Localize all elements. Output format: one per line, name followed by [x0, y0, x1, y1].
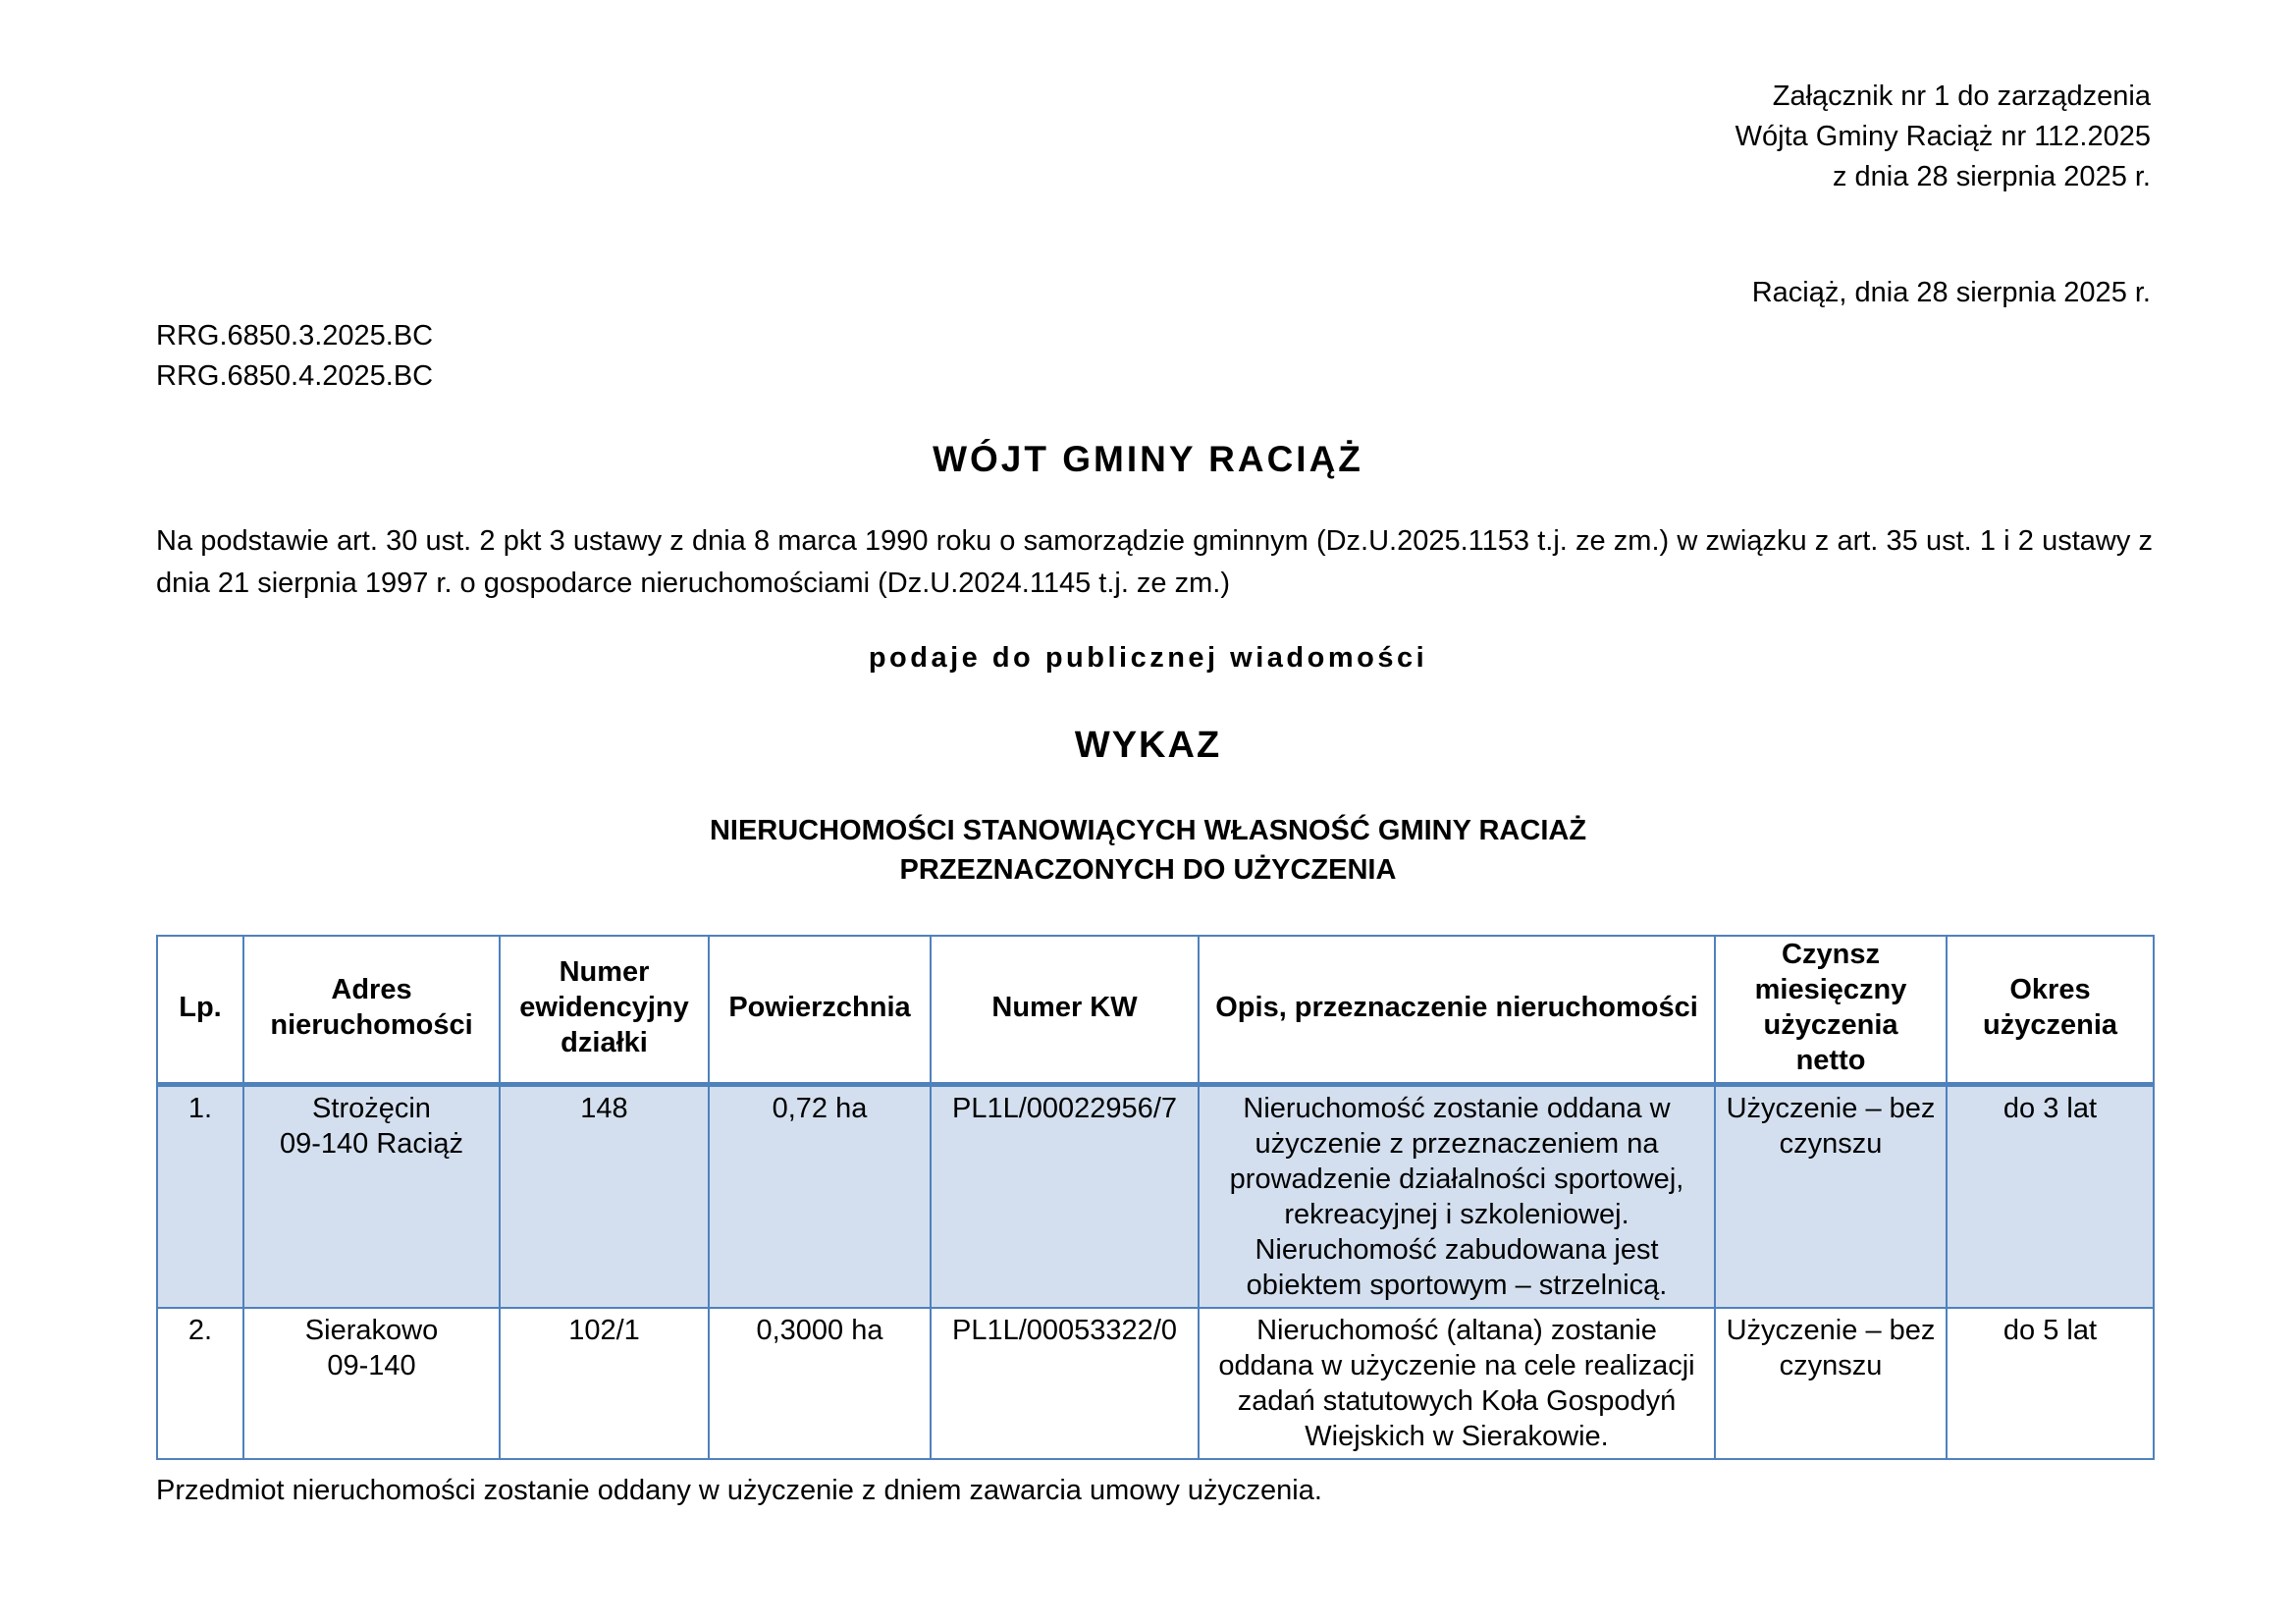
table-row — [157, 1308, 2154, 1459]
reference-number: RRG.6850.3.2025.BC — [156, 320, 434, 352]
reference-number: RRG.6850.4.2025.BC — [156, 360, 434, 392]
address-line-1: Strożęcin — [312, 1093, 431, 1124]
subtitle-line-2: PRZEZNACZONYCH DO UŻYCZENIA — [899, 854, 1397, 886]
cell-rent: Użyczenie – bez czynszu — [1715, 1085, 1947, 1309]
header-period: Okres użyczenia — [1947, 936, 2154, 1085]
annex-line-3: z dnia 28 sierpnia 2025 r. — [1832, 161, 2151, 192]
header-rent: Czynsz miesięczny użyczenia netto — [1715, 936, 1947, 1085]
cell-period: do 3 lat — [1947, 1085, 2154, 1309]
cell-kw-number: PL1L/00022956/7 — [931, 1085, 1199, 1309]
cell-rent: Użyczenie – bez czynszu — [1715, 1308, 1947, 1459]
property-table — [156, 935, 2155, 1460]
cell-parcel-number: 102/1 — [500, 1308, 709, 1459]
cell-lp: 2. — [157, 1308, 243, 1459]
address-line-2: 09-140 — [327, 1350, 416, 1381]
reference-numbers — [156, 316, 433, 397]
wykaz-heading: WYKAZ — [1074, 725, 1222, 766]
header-kw-number: Numer KW — [931, 936, 1199, 1085]
header-area: Powierzchnia — [709, 936, 931, 1085]
table-header-row — [157, 936, 2154, 1085]
cell-parcel-number: 148 — [500, 1085, 709, 1309]
cell-area: 0,72 ha — [709, 1085, 931, 1309]
cell-lp: 1. — [157, 1085, 243, 1309]
document-title: WÓJT GMINY RACIĄŻ — [933, 439, 1363, 479]
place-date: Raciąż, dnia 28 sierpnia 2025 r. — [1751, 277, 2151, 308]
annex-header — [1735, 77, 2151, 197]
cell-address — [243, 1085, 500, 1309]
cell-description: Nieruchomość (altana) zostanie oddana w użyczenie na cele realizacji zadań statutowych Koła Gospodyń Wiejskich w Sierakowie. — [1199, 1308, 1715, 1459]
list-subtitle — [0, 811, 2296, 890]
header-parcel-number: Numer ewidencyjny działki — [500, 936, 709, 1085]
subtitle-line-1: NIERUCHOMOŚCI STANOWIĄCYCH WŁASNOŚĆ GMINY RACIAŻ — [709, 815, 1587, 846]
cell-address — [243, 1308, 500, 1459]
cell-area: 0,3000 ha — [709, 1308, 931, 1459]
legal-basis-paragraph: Na podstawie art. 30 ust. 2 pkt 3 ustawy z dnia 8 marca 1990 roku o samorządzie gminnym (Dz.U.2025.1153 t.j. ze zm.) w związku z art. 35 ust. 1 i 2 ustawy z dnia 21 sierpnia 1997 r. o gospodarce nieruchomościami (Dz.U.2024.1145 t.j. ze zm.) — [156, 525, 2153, 599]
annex-line-1: Załącznik nr 1 do zarządzenia — [1772, 81, 2151, 112]
cell-description: Nieruchomość zostanie oddana w użyczenie z przeznaczeniem na prowadzenie działalności sportowej, rekreacyjnej i szkoleniowej. Nieruchomość zabudowana jest obiektem sportowym – strzelnicą. — [1199, 1085, 1715, 1309]
header-address: Adres nieruchomości — [243, 936, 500, 1085]
footer-note: Przedmiot nieruchomości zostanie oddany w użyczenie z dniem zawarcia umowy użyczenia. — [156, 1475, 1322, 1506]
cell-period: do 5 lat — [1947, 1308, 2154, 1459]
address-line-1: Sierakowo — [304, 1315, 439, 1346]
header-lp: Lp. — [157, 936, 243, 1085]
cell-kw-number: PL1L/00053322/0 — [931, 1308, 1199, 1459]
announcement-line: podaje do publicznej wiadomości — [868, 642, 1428, 674]
annex-line-2: Wójta Gminy Raciąż nr 112.2025 — [1735, 121, 2151, 152]
header-description: Opis, przeznaczenie nieruchomości — [1199, 936, 1715, 1085]
address-line-2: 09-140 Raciąż — [280, 1128, 463, 1160]
table-row — [157, 1085, 2154, 1309]
